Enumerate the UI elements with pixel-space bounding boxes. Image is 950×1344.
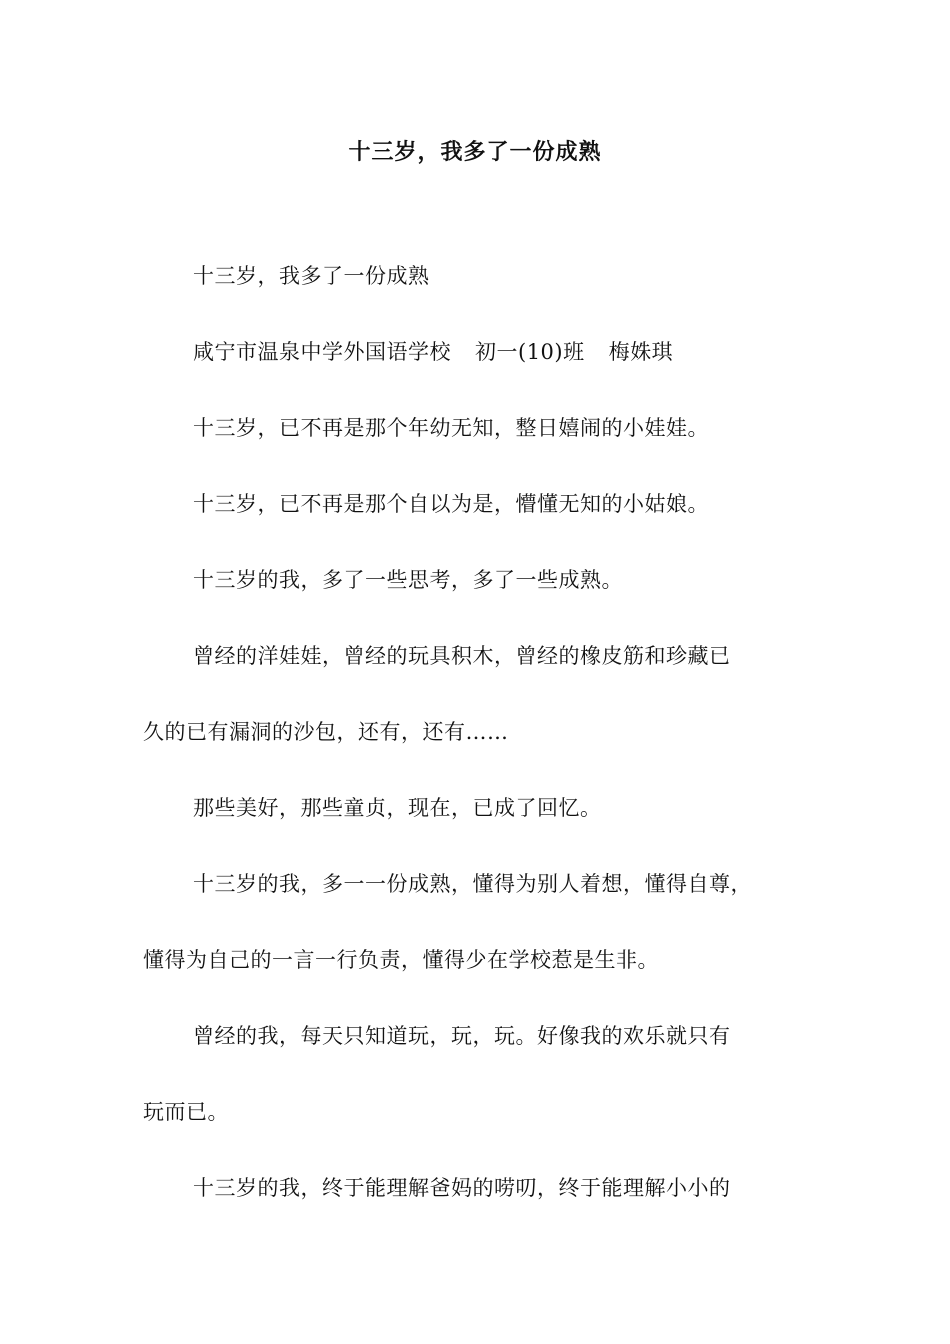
paragraph-line: 十三岁的我，终于能理解爸妈的唠叨，终于能理解小小的 <box>193 1176 731 1200</box>
paragraph-line: 十三岁，已不再是那个年幼无知，整日嬉闹的小娃娃。 <box>193 416 709 440</box>
class-name: 初一(10)班 <box>475 340 585 364</box>
paragraph-line: 十三岁，已不再是那个自以为是，懵懂无知的小姑娘。 <box>193 492 709 516</box>
paragraph-line: 久的已有漏洞的沙包，还有，还有…… <box>143 720 509 744</box>
paragraph-lines <box>143 407 833 1209</box>
subtitle-line: 十三岁，我多了一份成熟 <box>193 264 430 288</box>
paragraph-line: 玩而已。 <box>143 1100 229 1124</box>
paragraph-line: 那些美好，那些童贞，现在，已成了回忆。 <box>193 796 602 820</box>
paragraph-line: 十三岁的我，多了一些思考，多了一些成熟。 <box>193 568 623 592</box>
document-title: 十三岁，我多了一份成熟 <box>348 139 602 165</box>
paragraph-line: 懂得为自己的一言一行负责，懂得少在学校惹是生非。 <box>143 948 659 972</box>
paragraph-line: 曾经的我，每天只知道玩，玩，玩。好像我的欢乐就只有 <box>193 1024 731 1048</box>
paragraph-line: 曾经的洋娃娃，曾经的玩具积木，曾经的橡皮筋和珍藏已 <box>193 644 731 668</box>
school-name: 咸宁市温泉中学外国语学校 <box>193 340 451 364</box>
author-line <box>143 331 833 373</box>
paragraph-line: 十三岁的我，多一一份成熟，懂得为别人着想，懂得自尊， <box>193 872 752 896</box>
author-name: 梅姝琪 <box>608 340 674 364</box>
document-body <box>143 255 833 1243</box>
